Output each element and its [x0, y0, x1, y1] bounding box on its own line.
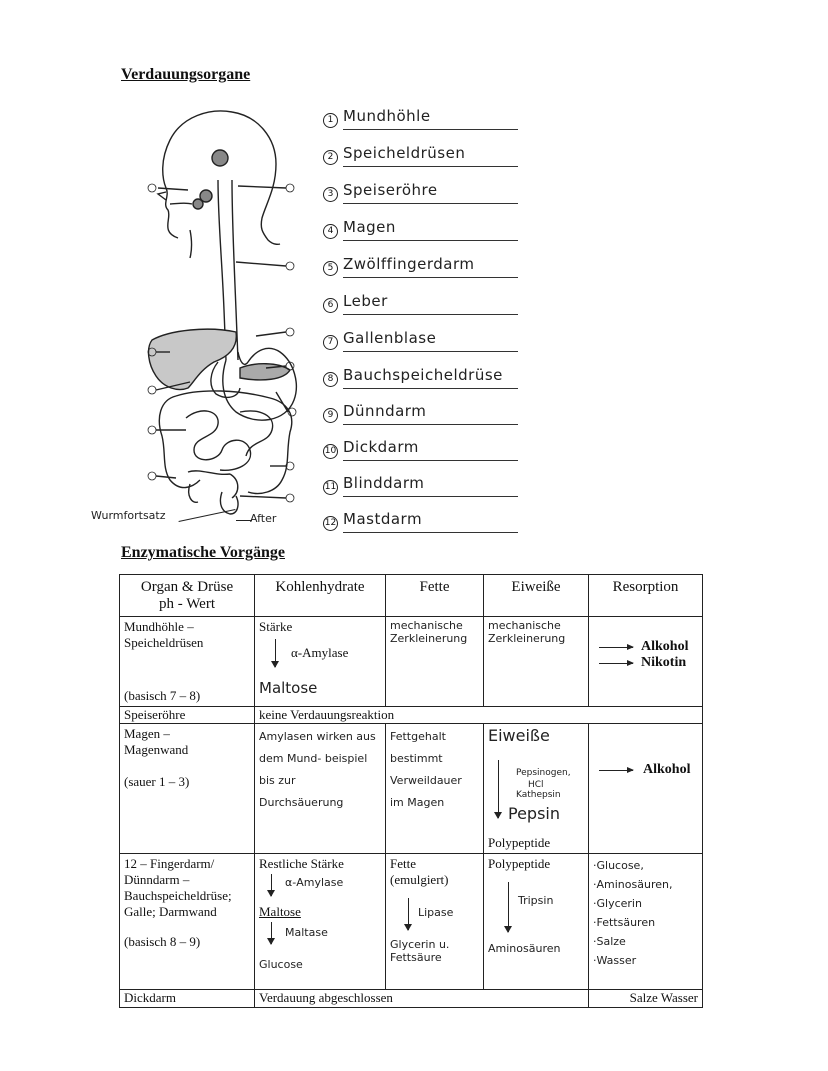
organ-name: Gallenblase	[343, 329, 518, 352]
cell-proteins: Polypeptide Tripsin Aminosäuren	[484, 854, 589, 990]
head-outline	[163, 111, 280, 244]
arrow-right-icon	[599, 770, 633, 771]
cell-organ: Magen – Magenwand (sauer 1 – 3)	[120, 724, 255, 854]
cell-carbs: Stärke α-Amylase Maltose	[255, 617, 386, 707]
table-row	[120, 707, 703, 724]
organ-name: Dünndarm	[343, 402, 518, 425]
header-organ: Organ & Drüse ph - Wert	[120, 575, 255, 617]
section-title-enzymatic-processes: Enzymatische Vorgänge	[121, 544, 285, 561]
arrow-right-icon	[599, 647, 633, 648]
cell-organ: Mundhöhle – Speicheldrüsen (basisch 7 – 8)	[120, 617, 255, 707]
section-title-digestive-organs: Verdauungsorgane	[121, 66, 251, 83]
organ-name: Bauchspeicheldrüse	[343, 366, 518, 389]
cell-resorption: Alkohol	[589, 724, 703, 854]
organ-list-item: 1 Mundhöhle	[323, 109, 523, 133]
header-resorption: Resorption	[589, 575, 703, 617]
header-carbs: Kohlenhydrate	[255, 575, 386, 617]
organ-list-item: 8 Bauchspeicheldrüse	[323, 368, 523, 392]
arrow-down-icon	[408, 898, 409, 930]
cell-carbs: Restliche Stärke α-Amylase Maltose Maltase Glucose	[255, 854, 386, 990]
table-row	[120, 990, 703, 1008]
cell-organ: Dickdarm	[120, 990, 255, 1008]
large-intestine	[159, 391, 291, 494]
organ-list-item: 12 Mastdarm	[323, 512, 523, 536]
arrow-down-icon	[271, 874, 272, 896]
cell-proteins: mechanische Zerkleinerung	[484, 617, 589, 707]
organ-list-item: 11 Blinddarm	[323, 476, 523, 500]
header-fats: Fette	[386, 575, 484, 617]
arrow-down-icon	[271, 922, 272, 944]
table-row	[120, 724, 703, 854]
organ-list-item: 5 Zwölffingerdarm	[323, 257, 523, 281]
cell-organ: Speiseröhre	[120, 707, 255, 724]
cell-fats: mechanische Zerkleinerung	[386, 617, 484, 707]
organ-name: Dickdarm	[343, 438, 518, 461]
cell-resorption: Alkohol Nikotin	[589, 617, 703, 707]
label-anus: After	[250, 512, 277, 525]
cell-resorption: Salze Wasser	[589, 990, 703, 1008]
organ-list-item: 2 Speicheldrüsen	[323, 146, 523, 170]
organ-name: Speicheldrüsen	[343, 144, 518, 167]
organ-list-item: 3 Speiseröhre	[323, 183, 523, 207]
cell-digestion-complete: Verdauung abgeschlossen	[255, 990, 589, 1008]
stomach	[223, 348, 297, 420]
table-row	[120, 617, 703, 707]
cell-carbs: Amylasen wirken aus dem Mund- beispiel bis zur Durchsäuerung	[255, 724, 386, 854]
header-proteins: Eiweiße	[484, 575, 589, 617]
digestive-system-diagram	[90, 100, 315, 530]
organ-list-item: 7 Gallenblase	[323, 331, 523, 355]
organ-name: Magen	[343, 218, 518, 241]
cell-fats: Fettgehalt bestimmt Verweildauer im Magen	[386, 724, 484, 854]
organ-name: Zwölffingerdarm	[343, 255, 518, 278]
organ-name: Mastdarm	[343, 510, 518, 533]
cell-fats: Fette (emulgiert) Lipase Glycerin u. Fettsäure	[386, 854, 484, 990]
cell-organ: 12 – Fingerdarm/ Dünndarm – Bauchspeicheldrüse; Galle; Darmwand (basisch 8 – 9)	[120, 854, 255, 990]
organ-list-item: 4 Magen	[323, 220, 523, 244]
cell-resorption: ·Glucose, ·Aminosäuren, ·Glycerin ·Fettsäuren ·Salze ·Wasser	[589, 854, 703, 990]
table-header-row	[120, 575, 703, 617]
organ-name: Mundhöhle	[343, 107, 518, 130]
organ-name: Speiseröhre	[343, 181, 518, 204]
label-appendix: Wurmfortsatz	[91, 509, 166, 522]
organ-list-item: 10 Dickdarm	[323, 440, 523, 464]
organ-name: Blinddarm	[343, 474, 518, 497]
arrow-down-icon	[508, 882, 509, 932]
cell-proteins: Eiweiße Pepsinogen, HCl Kathepsin Pepsin Polypeptide	[484, 724, 589, 854]
arrow-down-icon	[498, 760, 499, 818]
arrow-right-icon	[599, 663, 633, 664]
organ-name: Leber	[343, 292, 518, 315]
table-row	[120, 854, 703, 990]
organ-list-item: 6 Leber	[323, 294, 523, 318]
arrow-down-icon	[275, 639, 276, 667]
enzymatic-processes-table	[119, 574, 703, 1008]
organ-list-item: 9 Dünndarm	[323, 404, 523, 428]
cell-no-digestion: keine Verdauungsreaktion	[255, 707, 703, 724]
